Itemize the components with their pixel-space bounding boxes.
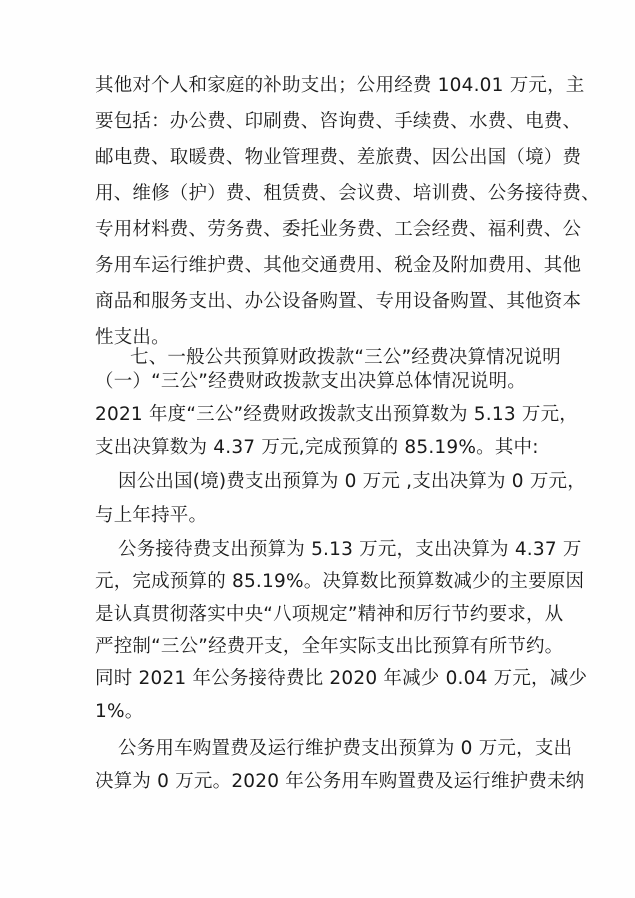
subsection-heading: （一）“三公”经费财政拨款支出决算总体情况说明。 — [95, 371, 526, 392]
text-line: 商品和服务支出、办公设备购置、专用设备购置、其他资本 — [95, 291, 582, 312]
text-line: 公务接待费支出预算为 5.13 万元，支出决算为 4.37 万 — [118, 539, 582, 560]
text-line: 同时 2021 年公务接待费比 2020 年减少 0.04 万元，减少 — [95, 668, 588, 689]
text-line: 是认真贯彻落实中央“八项规定”精神和厉行节约要求，从 — [95, 604, 564, 625]
text-line: 与上年持平。 — [95, 505, 208, 526]
text-line: 邮电费、取暖费、物业管理费、差旅费、因公出国（境）费 — [95, 147, 582, 168]
text-line: 要包括：办公费、印刷费、咨询费、手续费、水费、电费、 — [95, 111, 582, 132]
text-line: 其他对个人和家庭的补助支出；公用经费 104.01 万元，主 — [95, 75, 585, 96]
text-line: 决算为 0 万元。2020 年公务用车购置费及运行维护费未纳 — [95, 771, 585, 792]
text-line: 支出决算数为 4.37 万元,完成预算的 85.19%。其中: — [95, 437, 539, 458]
text-line: 公务用车购置费及运行维护费支出预算为 0 万元，支出 — [118, 738, 573, 759]
text-line: 性支出。 — [95, 327, 170, 348]
text-line: 专用材料费、劳务费、委托业务费、工会经费、福利费、公 — [95, 219, 582, 240]
text-line: 严控制“三公”经费开支，全年实际支出比预算有所节约。 — [95, 636, 564, 657]
text-line: 2021 年度“三公”经费财政拨款支出预算数为 5.13 万元， — [95, 404, 578, 425]
section-heading: 七、一般公共预算财政拨款“三公”经费决算情况说明 — [130, 347, 561, 368]
text-line: 1%。 — [95, 701, 144, 722]
text-line: 元，完成预算的 85.19%。决算数比预算数减少的主要原因 — [95, 571, 585, 592]
text-line: 务用车运行维护费、其他交通费用、税金及附加费用、其他 — [95, 255, 582, 276]
text-line: 因公出国(境)费支出预算为 0 万元 ,支出决算为 0 万元， — [118, 471, 586, 492]
text-line: 用、维修（护）费、租赁费、会议费、培训费、公务接待费、 — [95, 183, 600, 204]
